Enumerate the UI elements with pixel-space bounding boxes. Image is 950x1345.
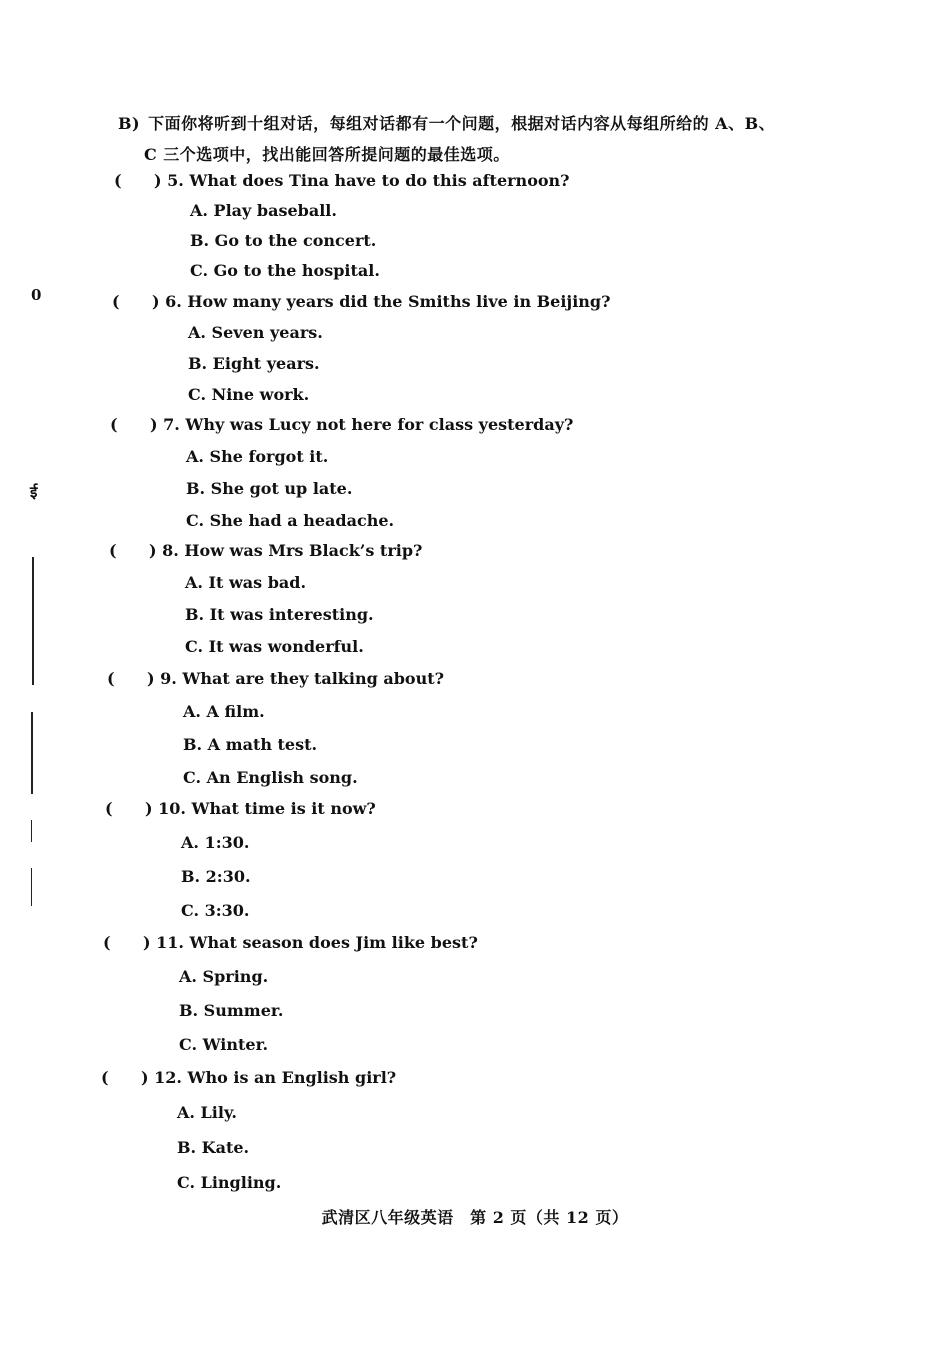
option-b: B. 2:30.: [181, 867, 251, 886]
question-stem: [103, 932, 478, 954]
option-b: B. Summer.: [179, 1001, 284, 1020]
option-a: A. A film.: [183, 702, 265, 721]
question-10: [105, 798, 376, 922]
option-b: B. Eight years.: [188, 354, 320, 373]
question-12: [101, 1067, 396, 1194]
question-text: ) 8. How was Mrs Black’s trip?: [149, 541, 423, 560]
question-8: [109, 540, 422, 658]
question-text: ) 11. What season does Jim like best?: [143, 933, 478, 952]
option-c: C. Winter.: [179, 1035, 269, 1054]
section-instructions: [118, 108, 838, 170]
binding-line: [31, 820, 32, 842]
answer-bracket: (: [112, 292, 120, 311]
question-6: [112, 291, 610, 406]
option-a: A. Play baseball.: [190, 201, 337, 220]
answer-bracket: (: [110, 415, 118, 434]
section-label: B): [118, 114, 141, 133]
question-text: ) 7. Why was Lucy not here for class yesterday?: [150, 415, 574, 434]
answer-bracket: (: [101, 1068, 109, 1087]
option-b: B. She got up late.: [186, 479, 353, 498]
question-text: ) 5. What does Tina have to do this afternoon?: [154, 171, 570, 190]
option-a: A. Lily.: [177, 1103, 237, 1122]
binding-line: [31, 868, 32, 906]
answer-bracket: (: [109, 541, 117, 560]
option-a: A. It was bad.: [185, 573, 307, 592]
option-a: A. 1:30.: [181, 833, 250, 852]
option-c: C. She had a headache.: [186, 511, 395, 530]
question-stem: [109, 540, 422, 562]
question-stem: [105, 798, 376, 820]
option-c: C. An English song.: [183, 768, 358, 787]
option-a: A. Spring.: [179, 967, 269, 986]
option-c: C. Lingling.: [177, 1173, 282, 1192]
binding-line: [31, 712, 33, 794]
question-7: [110, 414, 573, 532]
question-stem: [107, 668, 444, 690]
option-b: B. Kate.: [177, 1138, 250, 1157]
question-9: [107, 668, 444, 789]
option-a: A. Seven years.: [188, 323, 323, 342]
option-c: C. It was wonderful.: [185, 637, 364, 656]
question-5: [114, 170, 570, 282]
instructions-line-2: C 三个选项中，找出能回答所提问题的最佳选项。: [144, 145, 510, 164]
page-footer: 武清区八年级英语 第 2 页（共 12 页）: [321, 1208, 629, 1227]
binding-line: [32, 557, 34, 685]
question-stem: [114, 170, 570, 192]
question-text: ) 6. How many years did the Smiths live in Beijing?: [152, 292, 611, 311]
question-text: ) 9. What are they talking about?: [147, 669, 444, 688]
option-b: B. A math test.: [183, 735, 318, 754]
margin-mark-zero: 0: [31, 286, 42, 304]
question-11: [103, 932, 478, 1056]
question-stem: [110, 414, 573, 436]
answer-bracket: (: [107, 669, 115, 688]
question-stem: [101, 1067, 396, 1089]
option-b: B. It was interesting.: [185, 605, 374, 624]
question-text: ) 12. Who is an English girl?: [141, 1068, 397, 1087]
answer-bracket: (: [103, 933, 111, 952]
margin-mark-glyph: ई: [30, 483, 38, 501]
question-stem: [112, 291, 610, 313]
option-a: A. She forgot it.: [186, 447, 329, 466]
answer-bracket: (: [114, 171, 122, 190]
option-c: C. Go to the hospital.: [190, 261, 380, 280]
option-b: B. Go to the concert.: [190, 231, 377, 250]
answer-bracket: (: [105, 799, 113, 818]
instructions-line-1: 下面你将听到十组对话，每组对话都有一个问题，根据对话内容从每组所给的 A、B、: [148, 114, 776, 133]
question-text: ) 10. What time is it now?: [145, 799, 376, 818]
option-c: C. 3:30.: [181, 901, 250, 920]
option-c: C. Nine work.: [188, 385, 310, 404]
